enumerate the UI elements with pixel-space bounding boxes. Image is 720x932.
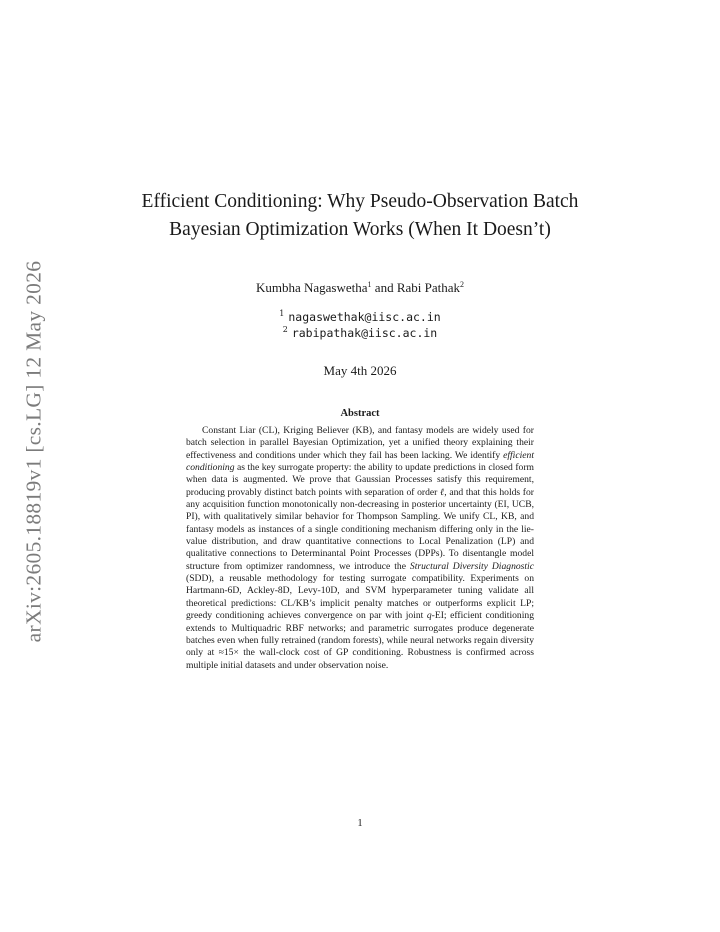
email-mark: 2 [282, 325, 288, 334]
author-emails [140, 309, 580, 341]
abstract-segment: as the key surrogate property: the ability to update predictions in closed form when data is augmented. We prove that Gaussian Processes satisfy this requirement, producing provably distinct batch points with separation of order [186, 462, 534, 498]
author-name: Rabi Pathak [396, 280, 461, 295]
abstract-segment: Constant Liar (CL), Kriging Believer (KB), and fantasy models are widely used for batch selection in parallel Bayesian Optimization, yet a unified theory explaining their effectiveness and conditions under which they fail has been lacking. We identify [186, 425, 534, 461]
author-affiliation-mark: 1 [367, 280, 372, 289]
email-mark: 1 [279, 309, 285, 318]
abstract-segment: (SDD), a reusable methodology for testing surrogate compatibility. Experiments on Hartmann-6D, Ackley-8D, Levy-10D, and SVM hyperparameter tuning validate all theoretical predictions: CL/KB’s implicit penalty matches or outperforms explicit LP; greedy conditioning achieves convergence on par with joint [186, 573, 534, 622]
arxiv-identifier-stamp [16, 257, 52, 645]
abstract-emphasis: efficient conditioning [186, 449, 534, 474]
author-affiliation-mark: 2 [460, 280, 465, 289]
abstract-heading: Abstract [340, 408, 380, 419]
page-number: 1 [357, 818, 363, 829]
paper-title: Efficient Conditioning: Why Pseudo-Observation Batch Bayesian Optimization Works (When It Doesn’t) [141, 191, 579, 240]
abstract-segment: -EI; efficient conditioning extends to Multiquadric RBF networks; and parametric surrogates produce degenerate batches even when fully retrained (random forests), while neural networks regain diversity only at ≈15× the wall-clock cost of GP conditioning. Robustness is confirmed across multiple initial datasets and under observation noise. [186, 610, 534, 671]
author-name: Kumbha Nagaswetha [255, 280, 368, 295]
abstract-emphasis: Structural Diversity Diagnostic [409, 560, 534, 572]
abstract-emphasis: ℓ [440, 486, 445, 498]
email-line [140, 309, 580, 325]
abstract-segment: , and that this holds for any acquisition function monotonically non-decreasing in posterior uncertainty (EI, UCB, PI), with qualitatively similar behavior for Thompson Sampling. We unify CL, KB, and fantasy models as instances of a single conditioning mechanism differing only in the lie-value distribution, and draw quantitative connections to Local Penalization (LP) and qualitative connections to Determinantal Point Processes (DPPs). To disentangle model structure from optimizer randomness, we introduce the [186, 486, 534, 572]
author-line [140, 280, 580, 296]
email-line [140, 325, 580, 341]
abstract-emphasis: q [426, 610, 432, 622]
paper-date: May 4th 2026 [323, 363, 397, 378]
arxiv-identifier-text: arXiv:2605.18819v1 [cs.LG] 12 May 2026 [21, 260, 46, 642]
author-joiner: and [371, 280, 397, 295]
email-address: rabipathak@iisc.ac.in [291, 326, 438, 340]
abstract-body [186, 425, 534, 672]
email-address: nagaswethak@iisc.ac.in [288, 310, 441, 324]
